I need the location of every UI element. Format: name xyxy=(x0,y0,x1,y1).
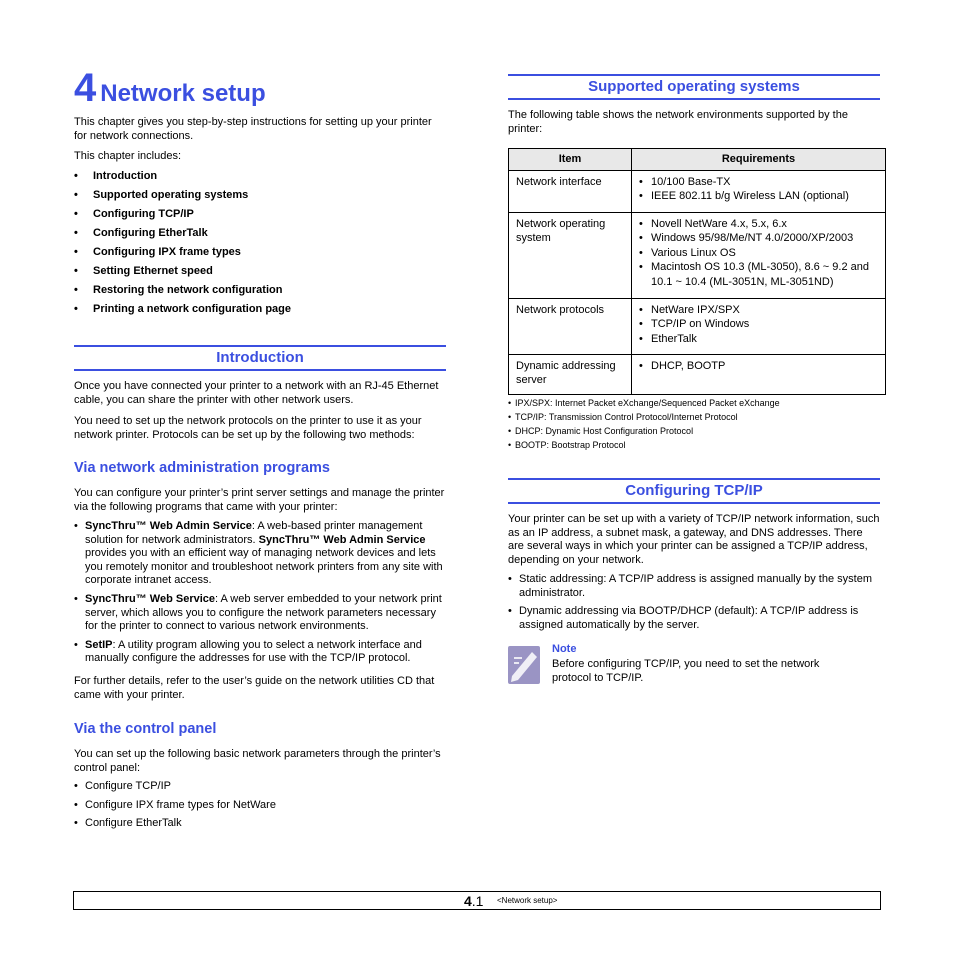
note-pencil-icon xyxy=(508,646,540,684)
page-number-major: 4 xyxy=(464,893,472,909)
via-admin-text: You can configure your printer’s print server settings and manage the printer via the following programs that came with your printer: xyxy=(74,487,445,513)
table-cell-requirements xyxy=(632,213,886,299)
requirement-item: • DHCP, BOOTP xyxy=(639,359,878,373)
supported-os-heading: Supported operating systems xyxy=(508,74,880,100)
table-cell-item: Network protocols xyxy=(509,299,632,355)
table-header-row xyxy=(509,149,886,171)
chapter-title xyxy=(74,68,266,114)
via-admin-heading: Via network administration programs xyxy=(74,460,330,476)
table-cell-item: Dynamic addressing server xyxy=(509,355,632,395)
toc-item[interactable]: • Restoring the network configuration xyxy=(74,284,291,303)
chapter-toc xyxy=(74,170,291,322)
note-text: Before configuring TCP/IP, you need to set the network protocol to TCP/IP. xyxy=(552,658,820,684)
list-item: • Configure EtherTalk xyxy=(74,817,446,831)
includes-label: This chapter includes: xyxy=(74,150,181,162)
toc-item[interactable]: • Configuring EtherTalk xyxy=(74,227,291,246)
chapter-title-text: Network setup xyxy=(100,80,266,107)
chapter-number: 4 xyxy=(74,66,97,110)
program-name: SyncThru™ Web Admin Service xyxy=(258,533,426,546)
column-header-item: Item xyxy=(509,149,632,171)
requirement-item: • Various Linux OS xyxy=(639,246,878,260)
page-number xyxy=(464,893,483,909)
network-requirements-table xyxy=(508,148,886,395)
toc-item[interactable]: • Supported operating systems xyxy=(74,189,291,208)
footnote-item: • BOOTP: Bootstrap Protocol xyxy=(508,438,780,452)
list-item: • Configure TCP/IP xyxy=(74,780,446,794)
column-header-requirements: Requirements xyxy=(632,149,886,171)
admin-programs-list xyxy=(74,520,446,666)
table-row xyxy=(509,299,886,355)
introduction-paragraph-1: Once you have connected your printer to a network with an RJ-45 Ethernet cable, you can share the printer with other network users. xyxy=(74,380,439,406)
note-label: Note xyxy=(552,643,577,655)
introduction-paragraph-2: You need to set up the network protocols on the printer to use it as your network printer. Protocols can be set up by the following two methods: xyxy=(74,415,422,441)
program-description: : A web-based printer management solution for network administrators. xyxy=(85,520,423,546)
toc-item[interactable]: • Setting Ethernet speed xyxy=(74,265,291,284)
table-cell-requirements xyxy=(632,171,886,213)
toc-item[interactable]: • Configuring IPX frame types xyxy=(74,246,291,265)
requirement-item: • Novell NetWare 4.x, 5.x, 6.x xyxy=(639,217,878,231)
list-item: • Static addressing: A TCP/IP address is assigned manually by the system administrator. xyxy=(508,573,880,600)
program-description: provides you with an efficient way of managing network devices and lets you remotely monitor and troubleshoot network printers from any site with corporate intranet access. xyxy=(85,547,443,587)
table-row xyxy=(509,355,886,395)
table-cell-requirements xyxy=(632,299,886,355)
table-cell-item: Network interface xyxy=(509,171,632,213)
list-item xyxy=(74,520,446,588)
toc-item[interactable]: • Printing a network configuration page xyxy=(74,303,291,322)
control-panel-list xyxy=(74,780,446,831)
footer-chapter-title: <Network setup> xyxy=(497,896,558,905)
page-number-minor: .1 xyxy=(471,893,484,909)
chapter-intro-text: This chapter gives you step-by-step instructions for setting up your printer for network connections. xyxy=(74,116,432,142)
list-item xyxy=(74,639,446,666)
list-item: • Dynamic addressing via BOOTP/DHCP (default): A TCP/IP address is assigned automatically by the server. xyxy=(508,605,880,632)
requirement-item: • EtherTalk xyxy=(639,332,878,346)
footnote-item: • DHCP: Dynamic Host Configuration Protocol xyxy=(508,424,780,438)
table-cell-requirements xyxy=(632,355,886,395)
table-row xyxy=(509,171,886,213)
footnote-item: • IPX/SPX: Internet Packet eXchange/Sequenced Packet eXchange xyxy=(508,396,780,410)
requirement-item: • IEEE 802.11 b/g Wireless LAN (optional) xyxy=(639,189,878,203)
further-details-text: For further details, refer to the user’s guide on the network utilities CD that came with your printer. xyxy=(74,675,435,701)
page-footer xyxy=(73,891,881,910)
program-description: : A utility program allowing you to select a network interface and manually configure the addresses for use with the TCP/IP protocol. xyxy=(85,638,422,665)
toc-item[interactable]: • Configuring TCP/IP xyxy=(74,208,291,227)
footnote-item: • TCP/IP: Transmission Control Protocol/Internet Protocol xyxy=(508,410,780,424)
program-name: SyncThru™ Web Service xyxy=(85,592,216,605)
list-item: • Configure IPX frame types for NetWare xyxy=(74,799,446,813)
via-panel-heading: Via the control panel xyxy=(74,721,217,737)
requirement-item: • NetWare IPX/SPX xyxy=(639,303,878,317)
requirement-item: • 10/100 Base-TX xyxy=(639,175,878,189)
requirement-item: • Macintosh OS 10.3 (ML-3050), 8.6 ~ 9.2 and 10.1 ~ 10.4 (ML-3051N, ML-3051ND) xyxy=(639,260,878,289)
table-footnotes xyxy=(508,396,780,452)
requirement-item: • Windows 95/98/Me/NT 4.0/2000/XP/2003 xyxy=(639,231,878,245)
tcpip-heading: Configuring TCP/IP xyxy=(508,478,880,504)
program-name: SyncThru™ Web Admin Service xyxy=(85,520,252,532)
program-description: : A web server embedded to your network print server, which allows you to configure the network parameters necessary for the printer to connect to various network environments. xyxy=(85,592,442,633)
table-row xyxy=(509,213,886,299)
tcpip-text: Your printer can be set up with a variety of TCP/IP network information, such as an IP address, a subnet mask, a gateway, and DNS addresses. There are several ways in which your printer can be assigned a TCP/IP address, depending on your network. xyxy=(508,513,880,566)
requirement-item: • TCP/IP on Windows xyxy=(639,317,878,331)
introduction-heading: Introduction xyxy=(74,345,446,371)
list-item xyxy=(74,593,446,634)
program-name: SetIP xyxy=(85,638,113,651)
tcpip-methods-list xyxy=(508,573,880,632)
supported-os-text: The following table shows the network environments supported by the printer: xyxy=(508,109,848,135)
table-cell-item: Network operating system xyxy=(509,213,632,299)
toc-item[interactable]: • Introduction xyxy=(74,170,291,189)
via-panel-text: You can set up the following basic network parameters through the printer’s control panel: xyxy=(74,748,441,774)
